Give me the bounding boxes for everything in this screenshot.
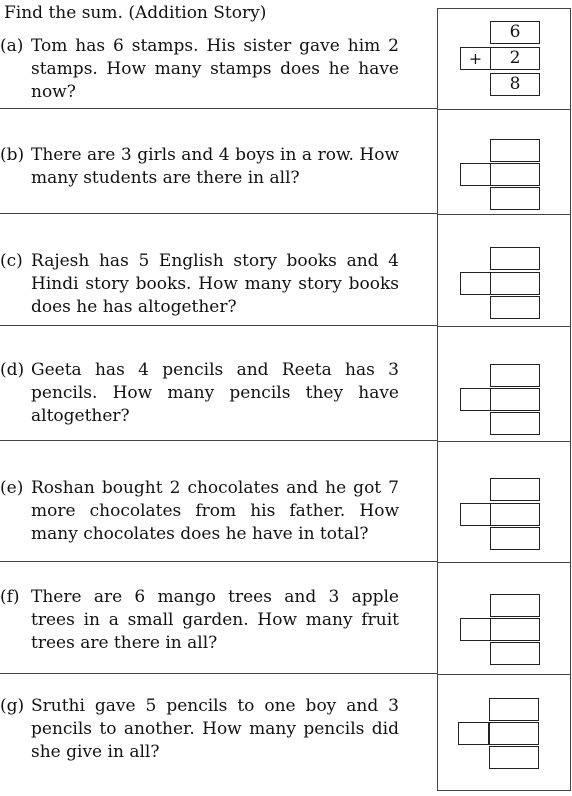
operator-box[interactable]	[460, 163, 491, 186]
answer-box-bottom[interactable]	[490, 412, 540, 435]
answer-box-middle[interactable]	[490, 618, 540, 641]
question-label: (d)	[0, 360, 25, 380]
operator-box[interactable]	[458, 722, 489, 745]
page-title: Find the sum. (Addition Story)	[4, 3, 267, 23]
answer-box-middle[interactable]	[489, 722, 539, 745]
answer-box-bottom[interactable]	[490, 527, 540, 550]
question-text: Tom has 6 stamps. His sister gave him 2 stamps. How many stamps does he have now?	[31, 36, 399, 102]
row-divider	[0, 673, 437, 674]
operator-box[interactable]	[460, 388, 491, 411]
question-text: Rajesh has 5 English story books and 4 Hindi story books. How many story books does he has altogether?	[31, 251, 399, 317]
operator-box: +	[460, 47, 491, 70]
answer-box-top[interactable]	[490, 139, 540, 162]
question-text: Sruthi gave 5 pencils to one boy and 3 pencils to another. How many pencils did she give in all?	[31, 696, 399, 762]
question-text: Roshan bought 2 chocolates and he got 7 more chocolates from his father. How many chocolates does he have in total?	[31, 478, 399, 544]
question-label: (g)	[0, 696, 25, 716]
row-divider	[0, 213, 437, 214]
answer-box-top[interactable]	[490, 364, 540, 387]
answer-box-bottom[interactable]	[489, 746, 539, 769]
question-label: (a)	[0, 36, 24, 56]
answer-box-middle[interactable]	[490, 272, 540, 295]
question-text: There are 3 girls and 4 boys in a row. How many students are there in all?	[31, 145, 399, 188]
answer-box-top[interactable]	[490, 247, 540, 270]
answer-box-bottom[interactable]	[490, 187, 540, 210]
row-divider	[438, 326, 570, 327]
row-divider	[0, 325, 437, 326]
answer-box-middle: 2	[490, 47, 540, 70]
question-label: (f)	[0, 587, 20, 607]
row-divider	[438, 674, 570, 675]
operator-box[interactable]	[460, 503, 491, 526]
question-text: Geeta has 4 pencils and Reeta has 3 pencils. How many pencils they have altogether?	[31, 360, 399, 426]
row-divider	[438, 562, 570, 563]
operator-box[interactable]	[460, 272, 491, 295]
row-divider	[438, 441, 570, 442]
question-label: (c)	[0, 251, 23, 271]
answer-box-top: 6	[490, 21, 540, 44]
answer-box-middle[interactable]	[490, 163, 540, 186]
answer-box-top[interactable]	[489, 698, 539, 721]
question-text: There are 6 mango trees and 3 apple trees in a small garden. How many fruit trees are there in all?	[31, 587, 399, 653]
answer-box-bottom[interactable]	[490, 642, 540, 665]
answer-box-bottom[interactable]	[490, 296, 540, 319]
operator-box[interactable]	[460, 618, 491, 641]
answer-box-middle[interactable]	[490, 388, 540, 411]
question-label: (e)	[0, 478, 24, 498]
row-divider	[438, 109, 570, 110]
answer-box-bottom: 8	[490, 73, 540, 96]
row-divider	[438, 214, 570, 215]
row-divider	[0, 440, 437, 441]
answer-box-top[interactable]	[490, 594, 540, 617]
answer-box-middle[interactable]	[490, 503, 540, 526]
question-label: (b)	[0, 145, 25, 165]
answer-box-top[interactable]	[490, 478, 540, 501]
row-divider	[0, 108, 437, 109]
row-divider	[0, 561, 437, 562]
